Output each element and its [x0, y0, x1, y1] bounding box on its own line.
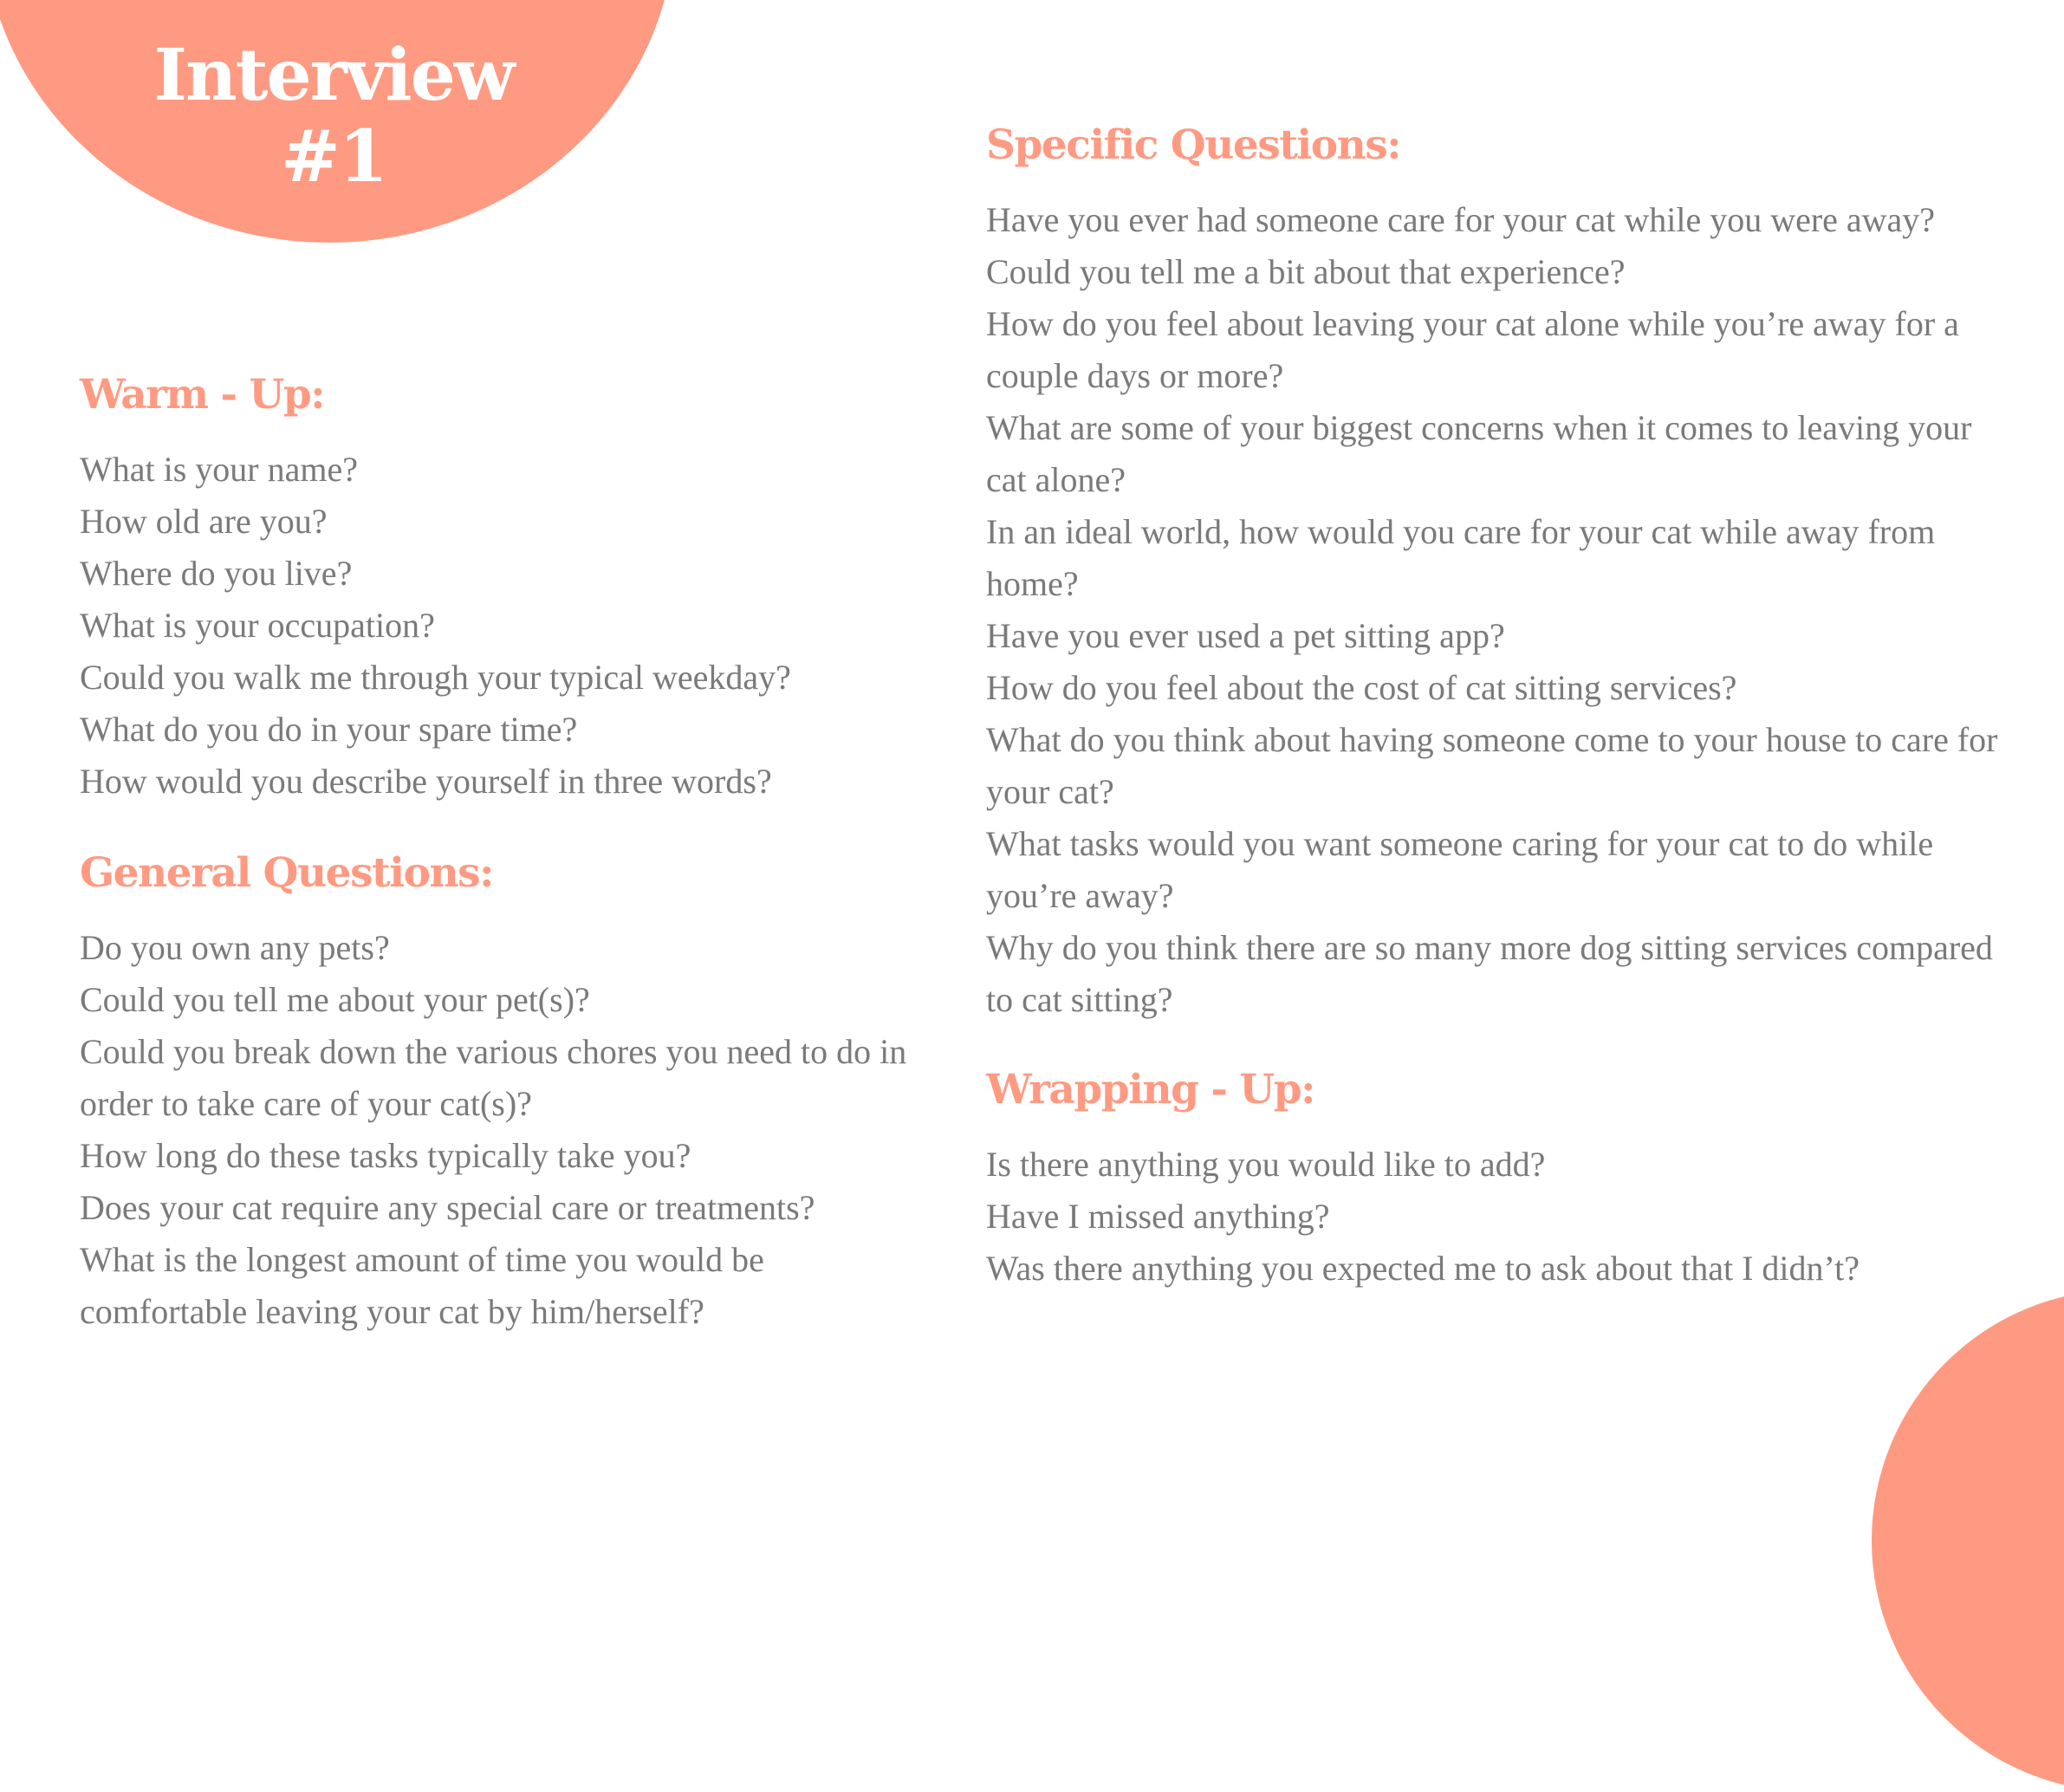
warm-up-question: How old are you? [80, 502, 328, 541]
title-line-2: #1 [281, 115, 386, 198]
specific-question: Why do you think there are so many more dog sitting services compared to cat sitting? [986, 928, 1993, 1019]
general-question: How long do these tasks typically take you? [80, 1136, 691, 1175]
specific-question: Have you ever had someone care for your cat while you were away? Could you tell me a bit about that experience? [986, 200, 1936, 291]
warm-up-question: Could you walk me through your typical weekday? [80, 658, 791, 697]
warm-up-question: What is your name? [80, 450, 358, 489]
general-question: Could you tell me about your pet(s)? [80, 980, 590, 1019]
wrapping-up-question-list [986, 1139, 2000, 1295]
specific-question: What do you think about having someone come to your house to care for your cat? [986, 720, 1998, 811]
general-question: Could you break down the various chores you need to do in order to take care of your cat(s)? [80, 1032, 907, 1123]
wrapping-up-question: Have I missed anything? [986, 1197, 1330, 1236]
specific-question: How do you feel about leaving your cat alone while you’re away for a couple days or more? [986, 304, 1959, 395]
specific-question-list [986, 194, 2000, 1026]
specific-question: Have you ever used a pet sitting app? [986, 616, 1505, 655]
general-question: Does your cat require any special care or treatments? [80, 1188, 815, 1227]
specific-questions-section [986, 121, 2000, 1026]
specific-question: How do you feel about the cost of cat sitting services? [986, 668, 1737, 707]
wrapping-up-section [986, 1066, 2000, 1295]
warm-up-question: What do you do in your spare time? [80, 710, 578, 749]
wrapping-up-heading: Wrapping - Up: [986, 1066, 1314, 1114]
page-title [78, 35, 589, 198]
wrapping-up-question: Is there anything you would like to add? [986, 1145, 1546, 1184]
general-question: What is the longest amount of time you would be comfortable leaving your cat by him/herself? [80, 1240, 764, 1331]
warm-up-question: Where do you live? [80, 554, 353, 593]
wrapping-up-question: Was there anything you expected me to ask about that I didn’t? [986, 1249, 1860, 1288]
title-line-1: Interview [153, 34, 514, 117]
warm-up-section [80, 371, 912, 808]
specific-questions-heading: Specific Questions: [986, 121, 1401, 169]
warm-up-question: What is your occupation? [80, 606, 435, 645]
warm-up-question: How would you describe yourself in three words? [80, 762, 772, 801]
decorative-circle-bottom [1872, 1289, 2064, 1792]
general-question-list [80, 922, 912, 1338]
specific-question: What tasks would you want someone caring for your cat to do while you’re away? [986, 824, 1934, 915]
specific-question: In an ideal world, how would you care for your cat while away from home? [986, 512, 1936, 603]
warm-up-question-list [80, 444, 912, 808]
specific-question: What are some of your biggest concerns when it comes to leaving your cat alone? [986, 408, 1972, 499]
general-questions-section [80, 849, 912, 1338]
general-questions-heading: General Questions: [80, 849, 493, 897]
warm-up-heading: Warm - Up: [80, 371, 325, 419]
general-question: Do you own any pets? [80, 928, 390, 967]
